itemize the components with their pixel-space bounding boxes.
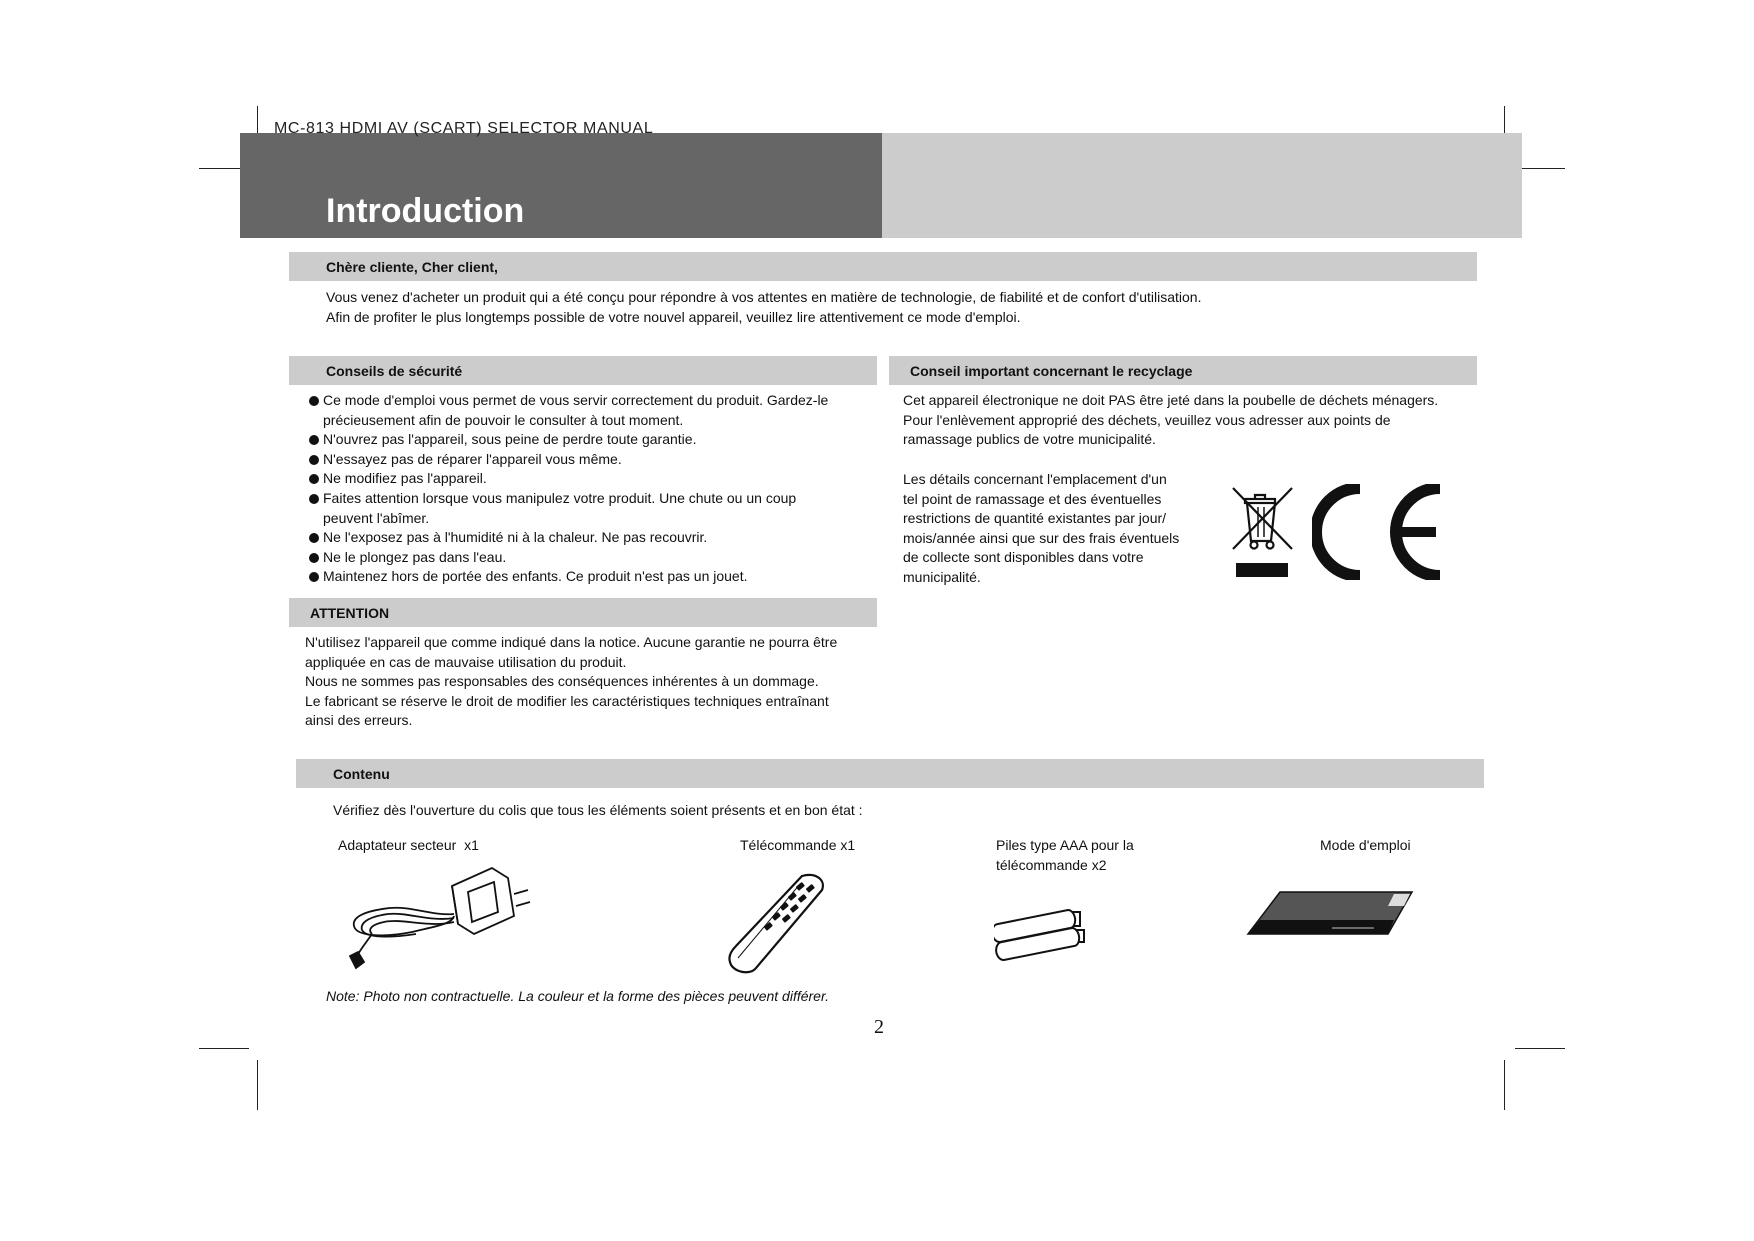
safety-item: Maintenez hors de portée des enfants. Ce produit n'est pas un jouet. [309,567,828,587]
header-banner-light [882,133,1522,238]
recycling-heading-bar [889,356,1477,385]
attention-heading: ATTENTION [310,605,390,621]
contents-item-label: Mode d'emploi [1320,837,1411,853]
attention-line: appliquée en cas de mauvaise utilisation du produit. [305,653,627,670]
aaa-batteries-icon [994,902,1088,962]
recycling-detail-line: restrictions de quantité existantes par jour/ [903,510,1167,527]
note-text: Note: Photo non contractuelle. La couleur et la forme des pièces peuvent différer. [326,988,830,1004]
safety-item: N'ouvrez pas l'appareil, sous peine de perdre toute garantie. [309,430,828,450]
safety-item: Ne le plongez pas dans l'eau. [309,548,828,568]
welcome-line: Afin de profiter le plus longtemps possible de votre nouvel appareil, veuillez lire attentivement ce mode d'emploi. [326,308,1021,325]
contents-item-label: Adaptateur secteur x1 [338,837,479,853]
welcome-heading-bar [289,252,1477,281]
recycling-line: Pour l'enlèvement approprié des déchets, veuillez vous adresser aux points de [903,411,1391,428]
remote-control-icon [726,872,828,976]
attention-line: Le fabricant se réserve le droit de modifier les caractéristiques techniques entraînant [305,692,829,709]
contents-intro: Vérifiez dès l'ouverture du colis que tous les éléments soient présents et en bon état : [333,802,863,818]
crop-mark [1504,1060,1505,1110]
power-adapter-icon [342,856,542,974]
contents-heading-bar [296,759,1484,788]
recycling-detail-line: mois/année ainsi que sur des frais éventuels [903,529,1180,546]
recycling-details [903,470,1179,588]
recycling-detail-line: municipalité. [903,568,981,585]
contents-item-label: Piles type AAA pour la télécommande x2 [996,837,1134,873]
crop-mark [257,1060,258,1110]
crop-mark [1515,1048,1565,1049]
recycling-detail-line: de collecte sont disponibles dans votre [903,549,1144,566]
page-number: 2 [874,1016,884,1038]
safety-item: Ce mode d'emploi vous permet de vous servir correctement du produit. Gardez-le précieusement afin de pouvoir le consulter à tout moment. [309,391,828,430]
safety-item: N'essayez pas de réparer l'appareil vous même. [309,450,828,470]
safety-item: Faites attention lorsque vous manipulez votre produit. Une chute ou un coup peuvent l'abîmer. [309,489,828,528]
safety-text [309,391,828,587]
welcome-heading: Chère cliente, Cher client, [326,259,498,275]
safety-list [309,391,828,587]
crop-mark [199,1048,249,1049]
welcome-text [326,288,1201,327]
safety-item: Ne l'exposez pas à l'humidité ni à la chaleur. Ne pas recouvrir. [309,528,828,548]
contents-item-label: Télécommande x1 [740,837,856,853]
ce-mark-icon [1312,484,1448,580]
recycling-line: ramassage publics de votre municipalité. [903,431,1156,448]
recycling-detail-line: Les détails concernant l'emplacement d'un [903,471,1167,487]
crop-mark [1515,168,1565,169]
manual-title: MC-813 HDMI AV (SCART) SELECTOR MANUAL [274,120,654,137]
attention-line: ainsi des erreurs. [305,712,413,729]
recycling-line: Cet appareil électronique ne doit PAS être jeté dans la poubelle de déchets ménagers. [903,392,1439,408]
contents-heading: Contenu [333,766,390,782]
recycling-text [903,391,1438,450]
recycling-heading: Conseil important concernant le recyclage [910,363,1193,379]
attention-text [305,633,837,731]
attention-line: Nous ne sommes pas responsables des conséquences inhérentes à un dommage. [305,673,819,690]
attention-heading-bar [289,598,877,627]
weee-crossed-bin-icon [1230,485,1296,579]
welcome-line: Vous venez d'acheter un produit qui a été conçu pour répondre à vos attentes en matière de technologie, de fiabilité et de confort d'utilisation. [326,289,1202,305]
recycling-detail-line: tel point de ramassage et des éventuelles [903,490,1162,507]
safety-heading-bar [289,356,877,385]
safety-item: Ne modifiez pas l'appareil. [309,469,828,489]
manual-booklet-icon [1244,890,1414,938]
attention-line: N'utilisez l'appareil que comme indiqué dans la notice. Aucune garantie ne pourra être [305,634,838,650]
page-title: Introduction [326,192,525,230]
safety-heading: Conseils de sécurité [326,363,463,379]
